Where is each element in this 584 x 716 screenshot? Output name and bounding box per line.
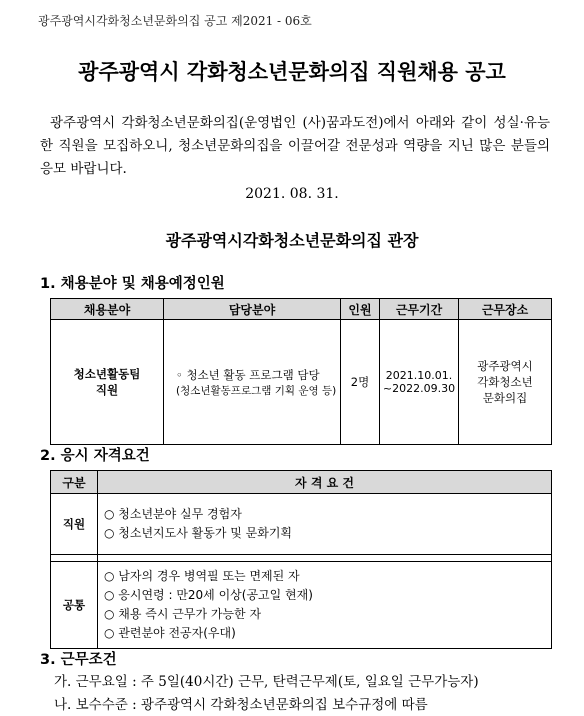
requirements-cell xyxy=(98,494,552,555)
table-row xyxy=(51,562,552,649)
recruitment-table xyxy=(50,298,552,445)
page-title: 광주광역시 각화청소년문화의집 직원채용 공고 xyxy=(78,60,506,84)
requirement-item: ○ 청소년지도사 활동가 및 문화기획 xyxy=(104,526,293,540)
table-header-row xyxy=(51,299,552,320)
col-header: 구분 xyxy=(51,471,98,494)
field-line: 청소년활동팀 xyxy=(73,367,141,381)
requirements-cell xyxy=(98,562,552,649)
table-spacer-row xyxy=(51,555,552,562)
col-header: 인원 xyxy=(341,299,380,320)
work-condition-item: 나. 보수수준 : 광주광역시 각화청소년문화의집 보수규정에 따름 xyxy=(54,697,428,713)
col-header: 담당분야 xyxy=(164,299,341,320)
issuer-name: 광주광역시각화청소년문화의집 관장 xyxy=(165,231,419,250)
intro-text: 광주광역시 각화청소년문화의집(운영법인 (사)꿈과도전)에서 아래와 같이 성실·유능한 직원을 모집하오니, 청소년문화의집을 이끌어갈 전문성과 역량을 지닌 많은 분들의 응모 바랍니다. xyxy=(40,115,550,177)
duty-cell xyxy=(164,320,341,445)
table-header-row xyxy=(51,471,552,494)
period-cell xyxy=(380,320,459,445)
qualification-table xyxy=(50,470,552,649)
col-header: 자 격 요 건 xyxy=(98,471,552,494)
place-cell xyxy=(459,320,552,445)
requirement-item: ○ 관련분야 전공자(우대) xyxy=(104,626,236,640)
period-line: ~2022.09.30 xyxy=(382,382,456,395)
place-line: 광주광역시 xyxy=(477,359,533,373)
place-line: 각화청소년 xyxy=(477,375,533,389)
col-header: 근무기간 xyxy=(380,299,459,320)
field-cell xyxy=(51,320,164,445)
requirement-item: ○ 채용 즉시 근무가 가능한 자 xyxy=(104,607,262,621)
count-cell: 2명 xyxy=(341,320,380,445)
notice-date: 2021. 08. 31. xyxy=(245,186,339,202)
period-line: 2021.10.01. xyxy=(385,369,453,382)
section1-title: 1. 채용분야 및 채용예정인원 xyxy=(40,276,225,292)
field-line: 직원 xyxy=(95,383,119,397)
requirement-item: ○ 남자의 경우 병역필 또는 면제된 자 xyxy=(104,569,300,583)
place-line: 문화의집 xyxy=(482,391,528,405)
spacer-cell xyxy=(98,555,552,562)
col-header: 근무장소 xyxy=(459,299,552,320)
duty-line: ◦ 청소년 활동 프로그램 담당 xyxy=(176,367,320,382)
section3-title: 3. 근무조건 xyxy=(40,652,117,668)
category-cell: 직원 xyxy=(51,494,98,555)
col-header: 채용분야 xyxy=(51,299,164,320)
work-condition-item: 가. 근무요일 : 주 5일(40시간) 근무, 탄력근무제(토, 일요일 근무가능자) xyxy=(54,674,479,690)
duty-line: (청소년활동프로그램 기획 운영 등) xyxy=(176,384,337,397)
section2-title: 2. 응시 자격요건 xyxy=(40,448,150,464)
table-row xyxy=(51,320,552,445)
requirement-item: ○ 청소년분야 실무 경험자 xyxy=(104,507,242,521)
intro-paragraph xyxy=(40,112,550,181)
spacer-cell xyxy=(51,555,98,562)
category-cell: 공통 xyxy=(51,562,98,649)
notice-number: 광주광역시각화청소년문화의집 공고 제2021 - 06호 xyxy=(38,14,312,28)
requirement-item: ○ 응시연령 : 만20세 이상(공고일 현재) xyxy=(104,588,313,602)
table-row xyxy=(51,494,552,555)
